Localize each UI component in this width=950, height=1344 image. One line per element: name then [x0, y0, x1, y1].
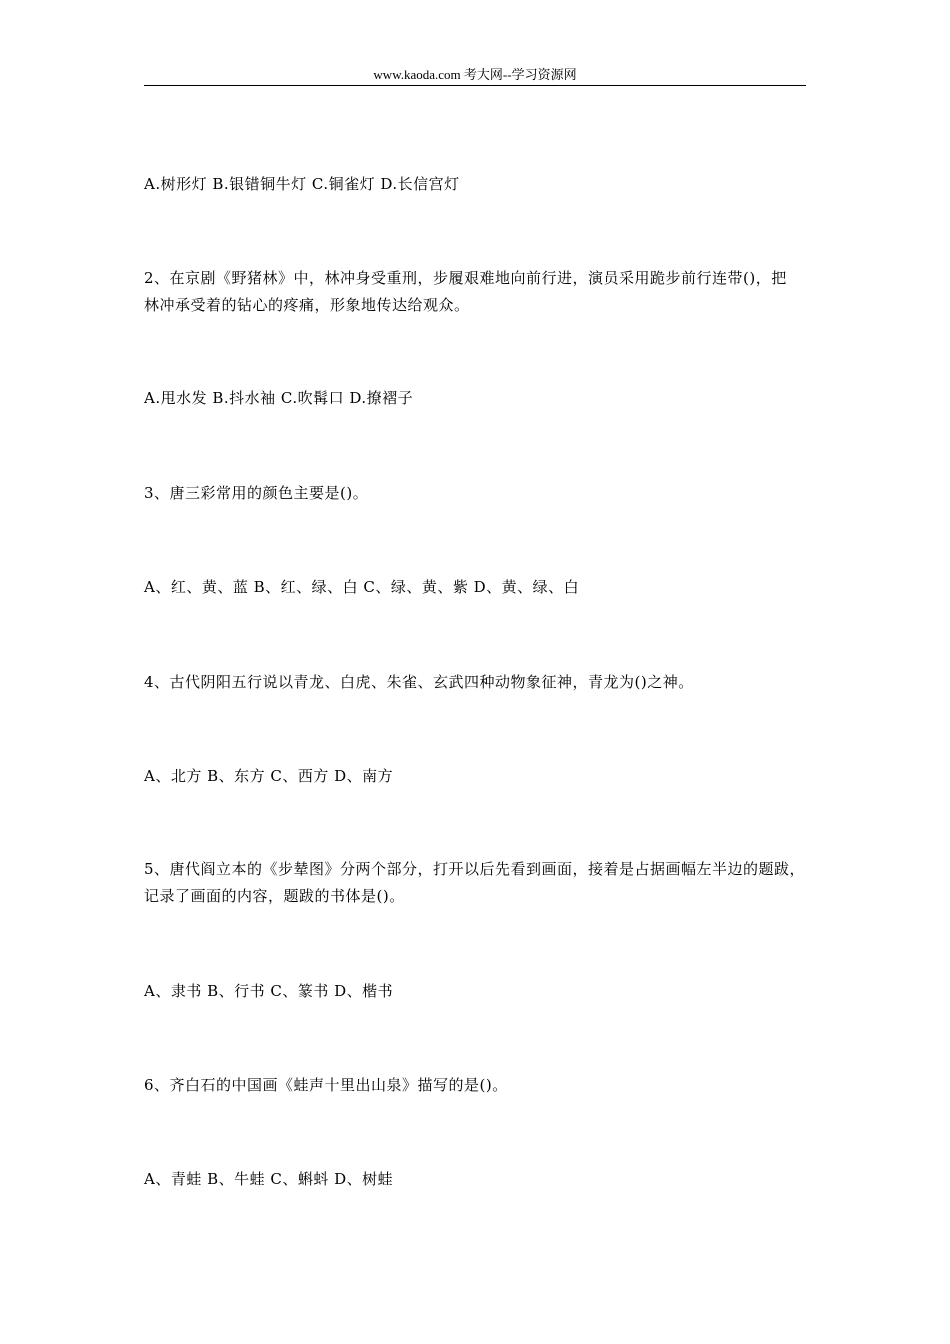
answer-options-q2: A.甩水发 B.抖水袖 C.吹髯口 D.撩褶子: [144, 389, 414, 407]
question-2-line-1: 2、在京剧《野猪林》中，林冲身受重刑，步履艰难地向前行进，演员采用跪步前行连带()，把: [144, 269, 787, 287]
answer-options-q6: A、青蛙 B、牛蛙 C、蝌蚪 D、树蛙: [144, 1170, 394, 1188]
question-5-line-2: 记录了画面的内容，题跋的书体是()。: [144, 887, 405, 905]
answer-options-q4: A、北方 B、东方 C、西方 D、南方: [144, 767, 394, 785]
question-4: 4、古代阴阳五行说以青龙、白虎、朱雀、玄武四种动物象征神，青龙为()之神。: [144, 673, 694, 691]
page-header: www.kaoda.com 考大网--学习资源网: [373, 67, 577, 82]
question-2-line-2: 林冲承受着的钻心的疼痛，形象地传达给观众。: [144, 296, 470, 314]
answer-options-q3: A、红、黄、蓝 B、红、绿、白 C、绿、黄、紫 D、黄、绿、白: [144, 578, 580, 596]
question-5-line-1: 5、唐代阎立本的《步辇图》分两个部分，打开以后先看到画面，接着是占据画幅左半边的题跋，: [144, 860, 806, 878]
question-6: 6、齐白石的中国画《蛙声十里出山泉》描写的是()。: [144, 1076, 508, 1094]
answer-options-q1: A.树形灯 B.银错铜牛灯 C.铜雀灯 D.长信宫灯: [144, 175, 460, 193]
header-divider: [144, 85, 806, 86]
answer-options-q5: A、隶书 B、行书 C、篆书 D、楷书: [144, 982, 394, 1000]
question-3: 3、唐三彩常用的颜色主要是()。: [144, 484, 369, 502]
